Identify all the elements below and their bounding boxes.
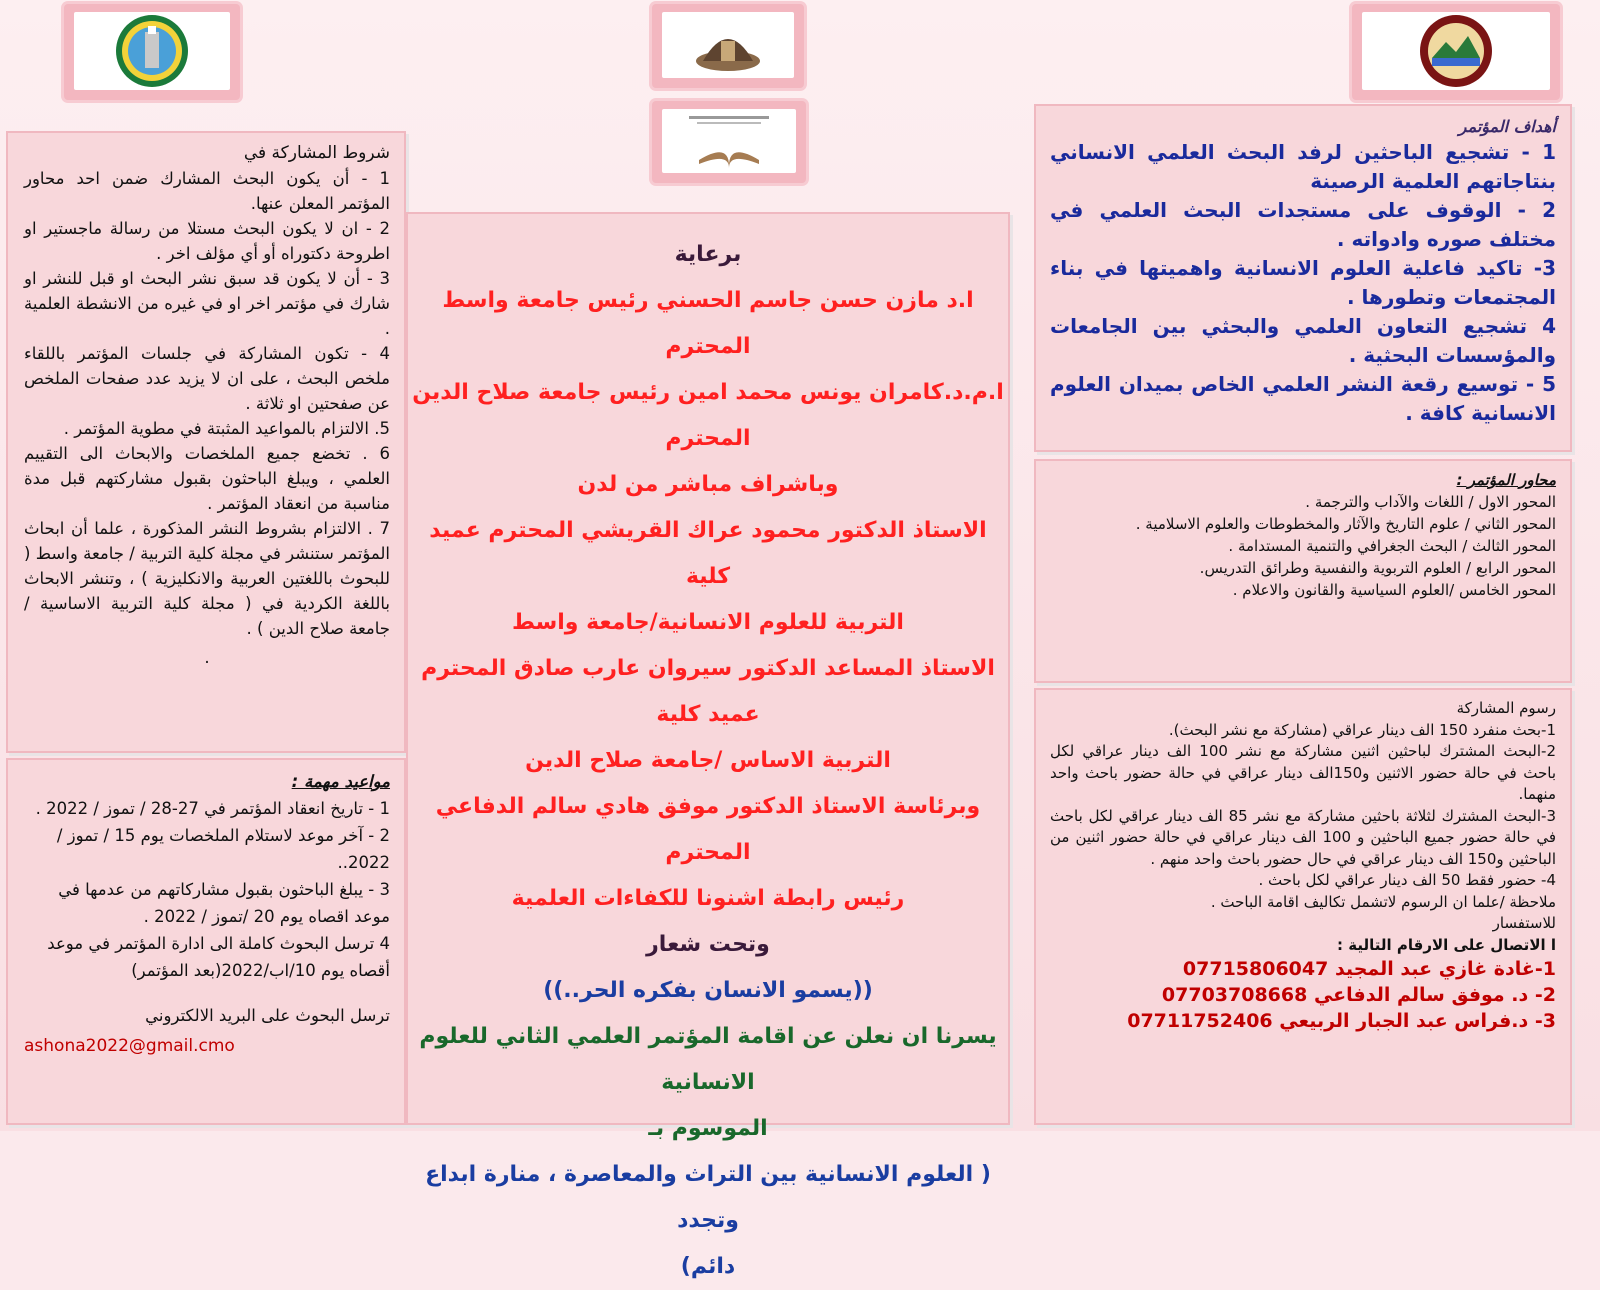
center-line: وتحت شعار xyxy=(646,932,770,957)
contact-item: 3- د.فراس عبد الجبار الربيعي 07711752406 xyxy=(1127,1010,1556,1032)
center-line: الاستاذ الدكتور محمود عراك القريشي المحترم عميد كلية xyxy=(429,518,987,589)
contact-item: 1-غادة غازي عبد المجيد 07715806047 xyxy=(1182,958,1556,980)
condition-item: 5. الالتزام بالمواعيد المثبتة في مطوية المؤتمر . xyxy=(63,419,390,438)
logo-small xyxy=(662,109,796,173)
condition-item: 6 . تخضع جميع الملخصات والابحاث الى التقييم العلمي ، ويبلغ الباحثون بقبول مشاركتهم قبل مدة مناسبة من انعقاد المؤتمر . xyxy=(24,444,390,513)
dates-panel xyxy=(6,758,406,1125)
logo-left xyxy=(74,12,230,90)
center-line: المحترم xyxy=(665,426,751,451)
fee-item: 1-بحث منفرد 150 الف دينار عراقي (مشاركة مع نشر البحث). xyxy=(1168,720,1556,739)
date-item: 4 ترسل البحوث كاملة الى ادارة المؤتمر في موعد أقصاه يوم 10/اب/2022(بعد المؤتمر) xyxy=(47,934,390,980)
goal-item: 1 - تشجيع الباحثين لرفد البحث العلمي الانساني بنتاجاتهم العلمية الرصينة xyxy=(1050,140,1556,193)
condition-item: 3 - أن لا يكون قد سبق نشر البحث او قبل للنشر او شارك في مؤتمر اخر او في غيره من الانشطة العلمية . xyxy=(24,269,390,338)
axis-item: المحور الخامس /العلوم السياسية والقانون والاعلام . xyxy=(1232,581,1556,599)
condition-item: 4 - تكون المشاركة في جلسات المؤتمر باللقاء ملخص البحث ، على ان لا يزيد عدد صفحات الملخص عن صفحتين او ثلاثة . xyxy=(24,344,390,413)
trailing-dot: . xyxy=(204,648,210,667)
college-emblem-icon xyxy=(1416,12,1496,90)
goal-item: 2 - الوقوف على مستجدات البحث العلمي في مختلف صوره وادواته . xyxy=(1050,198,1556,251)
logo-left-frame xyxy=(64,4,240,100)
center-line: وباشراف مباشر من لدن xyxy=(577,472,839,497)
center-line: دائم) xyxy=(680,1254,736,1279)
center-line: وبرئاسة الاستاذ الدكتور موفق هادي سالم الدفاعي المحترم xyxy=(435,794,981,865)
date-item: 3 - يبلغ الباحثون بقبول مشاركاتهم من عدمها في موعد اقصاه يوم 20 /تموز / 2022 . xyxy=(58,880,390,926)
fee-item: 2-البحث المشترك لباحثين اثنين مشاركة مع نشر 100 الف دينار عراقي لكل باحث في حالة حضور الاثنين و150الف دينار عراقي في حالة حضور باحث واحد منهما. xyxy=(1050,742,1556,803)
center-line: التربية للعلوم الانسانية/جامعة واسط xyxy=(512,610,904,635)
logo-right xyxy=(1362,12,1550,90)
center-line: ( العلوم الانسانية بين التراث والمعاصرة ، منارة ابداع وتجدد xyxy=(425,1162,991,1233)
contact-item: 2- د. موفق سالم الدفاعي 07703708668 xyxy=(1161,984,1556,1006)
center-line: ا.د مازن حسن جاسم الحسني رئيس جامعة واسط المحترم xyxy=(442,288,974,359)
email-label: ترسل البحوث على البريد الالكتروني xyxy=(145,1006,390,1025)
inquiry-label: للاستفسار xyxy=(1492,914,1556,932)
center-line: رئيس رابطة اشنونا للكفاءات العلمية xyxy=(511,886,905,911)
logo-right-frame xyxy=(1352,4,1560,100)
fee-item: 4- حضور فقط 50 الف دينار عراقي لكل باحث . xyxy=(1258,871,1556,889)
condition-item: 1 - أن يكون البحث المشارك ضمن احد محاور المؤتمر المعلن عنها. xyxy=(24,169,390,213)
goal-item: 4 تشجيع التعاون العلمي والبحثي بين الجامعات والمؤسسات البحثية . xyxy=(1050,314,1556,367)
fee-item: 3-البحث المشترك لثلاثة باحثين مشاركة مع نشر 85 الف دينار عراقي لكل باحث في حالة حضور جميع الباحثين و 100 الف دينار عراقي في حالة حضور اثنين من الباحثين و150 الف دينار عراقي في حال حضور باحث واحد منهم . xyxy=(1050,806,1556,868)
center-line: التربية الاساس /جامعة صلاح الدين xyxy=(525,748,891,773)
dates-title: مواعيد مهمة : xyxy=(291,772,390,791)
center-line: الموسوم بـ xyxy=(648,1116,768,1141)
center-line: برعاية xyxy=(674,242,742,267)
university-logo-icon xyxy=(112,12,192,90)
conditions-panel xyxy=(6,131,406,753)
logo-center xyxy=(662,12,794,78)
goals-panel xyxy=(1034,104,1572,452)
axis-item: المحور الرابع / العلوم التربوية والنفسية وطرائق التدريس. xyxy=(1199,559,1556,577)
logo-center-frame xyxy=(652,4,804,88)
open-book-icon xyxy=(679,112,779,170)
fees-panel xyxy=(1034,688,1572,1125)
condition-item: 7 . الالتزام بشروط النشر المذكورة ، علما أن ابحاث المؤتمر ستنشر في مجلة كلية التربية / جامعة واسط ( للبحوث باللغتين العربية والانكليزية ) ، وتنشر الابحاث باللغة الكردية في ( مجلة كلية التربية الاساسية / جامعة صلاح الدين ) . xyxy=(24,519,390,638)
date-item: 2 - آخر موعد لاستلام الملخصات يوم 15 / تموز / 2022.. xyxy=(56,826,390,872)
axis-item: المحور الثالث / البحث الجغرافي والتنمية المستدامة . xyxy=(1228,537,1556,555)
center-line: ا.م.د.كامران يونس محمد امين رئيس جامعة صلاح الدين xyxy=(412,380,1004,405)
center-panel xyxy=(406,212,1010,1279)
center-line: يسرنا ان نعلن عن اقامة المؤتمر العلمي الثاني للعلوم الانسانية xyxy=(419,1024,997,1095)
condition-item: 2 - ان لا يكون البحث مستلا من رسالة ماجستير او اطروحة دكتوراه أو أي مؤلف اخر . xyxy=(24,219,390,263)
axes-panel xyxy=(1034,459,1572,683)
fee-note: ملاحظة /علما ان الرسوم لاتشمل تكاليف اقامة الباحث . xyxy=(1210,892,1556,911)
goals-title: أهداف المؤتمر xyxy=(1458,117,1556,136)
contact-label: ا الاتصال على الارقام التالية : xyxy=(1337,935,1556,954)
fees-title: رسوم المشاركة xyxy=(1456,699,1556,717)
center-line: ((يسمو الانسان بفكره الحر..)) xyxy=(543,978,873,1003)
email-address: ashona2022@gmail.cmo xyxy=(24,1036,235,1056)
axes-title: محاور المؤتمر : xyxy=(1456,471,1556,489)
date-item: 1 - تاريخ انعقاد المؤتمر في 27-28 / تموز / 2022 . xyxy=(35,799,390,818)
axis-item: المحور الاول / اللغات والآداب والترجمة . xyxy=(1305,493,1556,511)
center-line: الاستاذ المساعد الدكتور سيروان عارب صادق المحترم عميد كلية xyxy=(421,656,995,727)
college-logo-icon xyxy=(683,13,773,77)
conditions-title: شروط المشاركة في xyxy=(243,143,390,163)
logo-small-frame xyxy=(652,101,806,183)
goal-item: 3- تاكيد فاعلية العلوم الانسانية واهميتها في بناء المجتمعات وتطورها . xyxy=(1050,256,1556,309)
goal-item: 5 - توسيع رقعة النشر العلمي الخاص بميدان العلوم الانسانية كافة . xyxy=(1050,372,1556,425)
axis-item: المحور الثاني / علوم التاريخ والآثار والمخطوطات والعلوم الاسلامية . xyxy=(1135,515,1556,533)
